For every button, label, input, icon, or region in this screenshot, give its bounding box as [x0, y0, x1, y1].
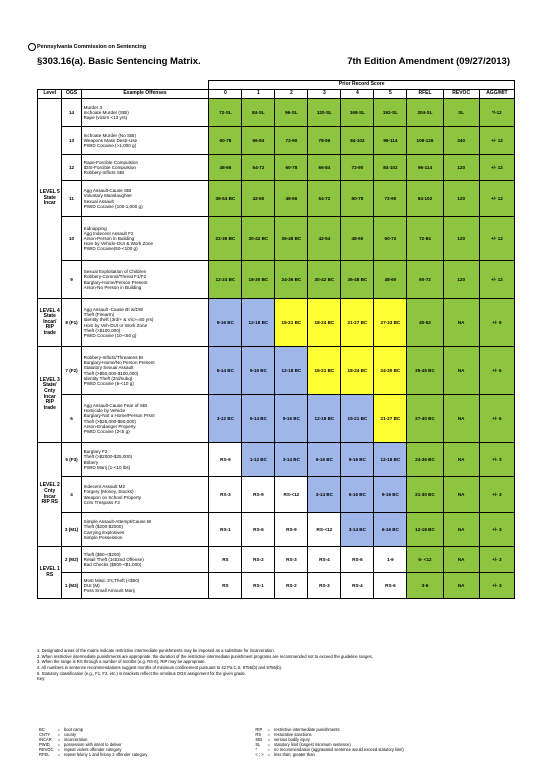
- offense-item: Arson-Endanger Property: [83, 423, 136, 429]
- offense-item: Hom by Veh-DUI or Work Zone: [83, 322, 148, 328]
- key-term: INCAR: [39, 737, 52, 742]
- sentence-range-cell: 9-16 BC: [242, 347, 275, 395]
- note-item: 1. Designated areas of the matrix indicate restrictive intermediate punishments may be imposed as a substitute for incarceration.: [37, 648, 275, 653]
- key-term: RS: [255, 732, 262, 737]
- sentence-range-cell: RS-6: [341, 547, 374, 573]
- commission-seal-icon: [28, 43, 36, 51]
- offense-list: [81, 261, 209, 299]
- sentence-range-cell: 120: [443, 155, 479, 181]
- matrix-row: [38, 347, 515, 395]
- sentence-range-cell: 120: [443, 217, 479, 261]
- sentence-range-cell: 6-14 BC: [209, 347, 242, 395]
- sentence-range-cell: 60-78: [275, 155, 308, 181]
- col-header-score: RFEL: [407, 90, 443, 99]
- sentence-range-cell: 12-18 BC: [308, 395, 341, 443]
- offense-item: Inchoate Murder (SBI): [83, 109, 129, 115]
- sentence-range-cell: 36-48 BC: [341, 261, 374, 299]
- sentence-range-cell: RS-3: [275, 547, 308, 573]
- key-title: Key:: [37, 676, 46, 682]
- col-header-score: 1: [242, 90, 275, 99]
- offense-item: Most Misd. 3's;Theft (<$50): [83, 577, 140, 583]
- ogs-cell: 10: [62, 217, 81, 261]
- matrix-row: [38, 127, 515, 155]
- sentence-range-cell: 60-78: [341, 181, 374, 217]
- offense-item: Retail Theft (1st/2nd Offense): [83, 556, 144, 562]
- agg-mit-cell: +/- 3: [479, 547, 514, 573]
- key-term: =: [57, 742, 60, 747]
- col-header-level: Level: [38, 90, 62, 99]
- agg-mit-cell: +/- 6: [479, 347, 514, 395]
- key-term: =: [267, 737, 271, 742]
- offense-item: Simple Possession: [83, 534, 123, 540]
- sentence-range-cell: 48-66: [275, 181, 308, 217]
- sentence-range-cell: 9-16 BC: [374, 477, 407, 513]
- offense-item: Bribery: [83, 459, 99, 465]
- sentence-range-cell: 96-SL: [275, 99, 308, 127]
- matrix-row: [38, 443, 515, 477]
- sentence-range-cell: 54-72: [308, 181, 341, 217]
- sentence-range-cell: 35-45 BC: [407, 347, 443, 395]
- sentence-range-cell: 192-SL: [374, 99, 407, 127]
- ogs-cell: 2 (M2): [62, 547, 81, 573]
- offense-item: Inchoate Murder (No SBI): [83, 132, 136, 138]
- key-spacer: [149, 752, 253, 757]
- sentence-range-cell: 9-16 BC: [341, 443, 374, 477]
- sentence-range-cell: 1-12 BC: [242, 443, 275, 477]
- offense-item: Identity Theft (3rd/subq): [83, 375, 133, 381]
- matrix-row: [38, 261, 515, 299]
- offense-item: Theft (>$2000-$25,000): [83, 454, 133, 460]
- sentence-range-cell: 15-21 BC: [308, 347, 341, 395]
- offense-item: PWID Cocaine (2<5 g): [83, 428, 130, 434]
- sentence-range-cell: 120-SL: [308, 99, 341, 127]
- header-blank: [38, 81, 209, 90]
- sentence-range-cell: 12-24 BC: [209, 261, 242, 299]
- offense-item: IDSI-Forcible Compulsion: [83, 164, 136, 170]
- offense-item: Crim Trespass F2: [83, 499, 120, 505]
- offense-list: [81, 99, 209, 127]
- header-row: [38, 81, 515, 90]
- agg-mit-cell: */-12: [479, 99, 514, 127]
- sentence-range-cell: RS-<12: [308, 513, 341, 547]
- sentence-range-cell: 72-90: [275, 127, 308, 155]
- sentence-range-cell: RS-<12: [275, 477, 308, 513]
- ogs-cell: 6: [62, 395, 81, 443]
- sentence-range-cell: 84-102: [407, 181, 443, 217]
- page-title: §303.16(a). Basic Sentencing Matrix.: [37, 56, 201, 67]
- offense-item: Agg Assault-Cause Fear of SBI: [83, 403, 148, 409]
- sentence-range-cell: 108-126: [407, 127, 443, 155]
- matrix-row: [38, 547, 515, 573]
- key-term: =: [267, 747, 271, 752]
- ogs-cell: 5 (F3): [62, 443, 81, 477]
- sentence-range-cell: 18-30 BC: [242, 261, 275, 299]
- offense-item: Arson-Person in Building: [83, 235, 135, 241]
- sentence-range-cell: NA: [443, 513, 479, 547]
- sentence-range-cell: 15-21 BC: [341, 395, 374, 443]
- offense-item: Murder 3: [83, 104, 103, 110]
- offense-item: Agg Assault -Cause BI w/DW: [83, 307, 144, 313]
- sentence-range-cell: RS: [209, 573, 242, 599]
- matrix-row: [38, 573, 515, 599]
- key-term: REVOC: [39, 747, 54, 752]
- sentence-range-cell: 30-42 BC: [308, 261, 341, 299]
- key-term: =: [267, 732, 271, 737]
- sentence-range-cell: 12-18 BC: [275, 347, 308, 395]
- offense-item: Burglary-Not a Home/Person Prsnt: [83, 413, 155, 419]
- sentence-range-cell: 6-16 BC: [308, 443, 341, 477]
- key-term: repeat violent offender category: [63, 747, 122, 752]
- sentence-range-cell: 24-30 BC: [374, 347, 407, 395]
- matrix-row: [38, 155, 515, 181]
- sentence-range-cell: 21-27 BC: [341, 299, 374, 347]
- offense-item: PWID Cocaine (>1,000 g): [83, 143, 137, 149]
- sentence-range-cell: 72-84: [407, 217, 443, 261]
- ogs-cell: 4: [62, 477, 81, 513]
- key-term: county: [63, 732, 77, 737]
- sentence-range-cell: 12-18 BC: [242, 299, 275, 347]
- sentence-range-cell: NA: [443, 347, 479, 395]
- sentence-range-cell: RS-6: [242, 513, 275, 547]
- agg-mit-cell: +/- 12: [479, 181, 514, 217]
- ogs-cell: 14: [62, 99, 81, 127]
- level-cell: LEVEL 1 RS: [38, 547, 62, 599]
- key-term: serious bodily injury: [274, 737, 310, 742]
- offense-item: Burglary F2: [83, 449, 108, 455]
- sentence-range-cell: 72-90: [341, 155, 374, 181]
- sentence-range-cell: RS-4: [308, 547, 341, 573]
- key-term: *: [255, 747, 258, 752]
- sentence-range-cell: 27-40 BC: [407, 395, 443, 443]
- col-header-score: AGG/MIT: [479, 90, 514, 99]
- ogs-cell: 12: [62, 155, 81, 181]
- agg-mit-cell: +/- 3: [479, 443, 514, 477]
- notes: [37, 648, 517, 682]
- offense-item: Voluntary Manslaughter: [83, 193, 132, 199]
- sentence-range-cell: 168-SL: [341, 99, 374, 127]
- offense-item: Sexual Exploitation of Children: [83, 269, 147, 275]
- sentence-range-cell: 60-72: [407, 261, 443, 299]
- col-header-ogs: OGS: [62, 90, 81, 99]
- level-cell: LEVEL 3 State/ Cnty Incar RIP trade: [38, 347, 62, 443]
- offense-item: PWID Marij (1-<10 lbs): [83, 464, 131, 470]
- sentence-range-cell: 6-16 BC: [374, 513, 407, 547]
- sentence-range-cell: 12-18 BC: [374, 443, 407, 477]
- sentence-range-cell: RS-3: [308, 573, 341, 599]
- agg-mit-cell: +/- 12: [479, 127, 514, 155]
- offense-item: PWID Cocaine(50-<100 g): [83, 246, 138, 252]
- agg-mit-cell: +/- 12: [479, 217, 514, 261]
- matrix-row: [38, 181, 515, 217]
- level-cell: LEVEL 5 State Incar: [38, 99, 62, 299]
- sentence-range-cell: 18-24 BC: [308, 299, 341, 347]
- key-term: BC: [39, 727, 45, 732]
- sentence-range-cell: 96-114: [407, 155, 443, 181]
- sentence-range-cell: 30-42 BC: [242, 217, 275, 261]
- sentence-range-cell: 21-30 BC: [407, 477, 443, 513]
- offense-item: Carrying Explosives: [83, 529, 125, 535]
- sentence-range-cell: NA: [443, 477, 479, 513]
- key-term: RFEL: [39, 752, 50, 757]
- offense-item: Identity theft (3rd/+ & Vic>=60 yrs): [83, 317, 154, 323]
- key-term: =: [57, 727, 60, 732]
- sentence-range-cell: 21-27 BC: [374, 395, 407, 443]
- sentence-range-cell: 15-21 BC: [275, 299, 308, 347]
- offense-list: [81, 477, 209, 513]
- sentence-range-cell: RS-4: [341, 573, 374, 599]
- key-term: =: [57, 752, 60, 757]
- key-term: < ; >: [255, 752, 264, 757]
- level-cell: LEVEL 2 Cnty Incar RIP RS: [38, 443, 62, 547]
- key-term: no recommendation (aggravated sentence would exceed statutory limit): [274, 747, 404, 752]
- sentence-range-cell: 6-16 BC: [341, 477, 374, 513]
- offense-item: Statutory Sexual Assault: [83, 365, 134, 371]
- key-term: =: [57, 747, 60, 752]
- offense-item: Agg Assault-Cause SBI: [83, 188, 132, 194]
- offense-item: Robbery-Inflicts/Threatens BI: [83, 355, 144, 361]
- offense-item: PWID Cocaine (10-<50 g): [83, 332, 137, 338]
- sentence-range-cell: 96-114: [374, 127, 407, 155]
- sentence-range-cell: 72-SL: [209, 99, 242, 127]
- column-header-row: [38, 90, 515, 99]
- sentence-range-cell: 120: [443, 261, 479, 299]
- col-header-offenses: Example Offenses: [81, 90, 209, 99]
- offense-item: Theft (>$50,000-$100,000): [83, 370, 139, 376]
- key-term: PWID: [39, 742, 50, 747]
- sentence-range-cell: RS-9: [209, 443, 242, 477]
- offense-list: [81, 217, 209, 261]
- offense-item: Kidnapping: [83, 225, 107, 231]
- sentence-range-cell: RS-6: [374, 573, 407, 599]
- sentence-range-cell: NA: [443, 573, 479, 599]
- key-term: SBI: [255, 737, 263, 742]
- note-item: 5. Statutory classification (e.g., F1, F2, etc.) in brackets reflect the omnibus OGS assignment for the given grade.: [37, 670, 247, 676]
- sentence-range-cell: RS-9: [242, 477, 275, 513]
- sentence-range-cell: 3-14 BC: [341, 513, 374, 547]
- col-header-score: 0: [209, 90, 242, 99]
- sentence-range-cell: 6- <12: [407, 547, 443, 573]
- sentence-range-cell: 12-18 BC: [407, 513, 443, 547]
- offense-item: Indecent Assault M2: [83, 484, 126, 490]
- sentence-range-cell: NA: [443, 443, 479, 477]
- col-header-score: 2: [275, 90, 308, 99]
- key-term: =: [267, 727, 271, 732]
- sentence-range-cell: 78-96: [308, 127, 341, 155]
- col-header-score: 5: [374, 90, 407, 99]
- offense-item: Theft ($200-$2000): [83, 524, 123, 530]
- sentence-range-cell: 48-66: [209, 155, 242, 181]
- key-term: =: [267, 742, 271, 747]
- offense-item: Theft (>$100,000): [83, 327, 121, 333]
- sentence-range-cell: RS: [209, 547, 242, 573]
- agg-mit-cell: +/- 3: [479, 477, 514, 513]
- sentence-range-cell: 42-54: [308, 217, 341, 261]
- key-term: repeat felony 1 and felony 2 offender category: [63, 752, 148, 757]
- offense-list: [81, 127, 209, 155]
- sentence-range-cell: 6-14 BC: [242, 395, 275, 443]
- sentence-range-cell: 72-90: [374, 181, 407, 217]
- note-item: 2. When restrictive intermediate punishments are appropriate, the duration of the restrictive intermediate punishment programs are recommended not to exceed the guideline ranges.: [37, 653, 373, 659]
- note-item: 3. When the range is RS through a number of months (e.g. RS-6), RIP may be appropriate.: [37, 659, 206, 665]
- sentence-range-cell: 84-102: [374, 155, 407, 181]
- agg-mit-cell: +/- 3: [479, 573, 514, 599]
- sentence-range-cell: 240: [443, 127, 479, 155]
- offense-list: [81, 299, 209, 347]
- key-term: boot camp: [63, 727, 84, 732]
- sentence-range-cell: 36-54 BC: [209, 181, 242, 217]
- offense-list: [81, 155, 209, 181]
- offense-item: Sexual Assault: [83, 198, 114, 204]
- sentencing-matrix: [37, 80, 515, 599]
- key-term: =: [57, 737, 60, 742]
- ogs-cell: 3 (M1): [62, 513, 81, 547]
- offense-item: Theft (>$25,000-$50,000): [83, 418, 136, 424]
- sentence-range-cell: 27-33 BC: [374, 299, 407, 347]
- sentence-range-cell: 36-48 BC: [275, 217, 308, 261]
- sentence-range-cell: 84-SL: [242, 99, 275, 127]
- offense-item: PWID Cocaine (100-1,000 g): [83, 203, 143, 209]
- sentence-range-cell: 22-36 BC: [209, 217, 242, 261]
- sentence-range-cell: NA: [443, 299, 479, 347]
- col-header-score: REVOC: [443, 90, 479, 99]
- sentence-range-cell: RS-2: [275, 573, 308, 599]
- sentence-range-cell: 40-52: [407, 299, 443, 347]
- offense-item: Simple Assault-Attempt/Cause BI: [83, 519, 152, 525]
- col-header-score: 3: [308, 90, 341, 99]
- sentence-range-cell: 54-72: [242, 155, 275, 181]
- key-term: CNTY: [39, 732, 51, 737]
- sentence-range-cell: 9-16 BC: [275, 395, 308, 443]
- sentence-range-cell: 84-102: [341, 127, 374, 155]
- agg-mit-cell: +/- 12: [479, 155, 514, 181]
- prior-record-header: Prior Record Score: [209, 81, 515, 90]
- sentence-range-cell: RS-9: [275, 513, 308, 547]
- offense-item: Robbery-Commit/Threat F1/F2: [83, 274, 147, 280]
- ogs-cell: 7 (F2): [62, 347, 81, 395]
- sentence-range-cell: 66-84: [242, 127, 275, 155]
- ogs-cell: 13: [62, 127, 81, 155]
- sentence-range-cell: 9-16 BC: [209, 299, 242, 347]
- sentence-range-cell: 66-84: [308, 155, 341, 181]
- key-term: restrictive intermediate punishments: [274, 727, 340, 732]
- sentence-range-cell: 48-60: [374, 261, 407, 299]
- offense-item: Theft ($50-<$200): [83, 551, 121, 557]
- col-header-score: 4: [341, 90, 374, 99]
- agg-mit-cell: +/- 3: [479, 513, 514, 547]
- sentence-range-cell: NA: [443, 547, 479, 573]
- sentence-range-cell: RS-3: [209, 477, 242, 513]
- sentence-range-cell: 120: [443, 181, 479, 217]
- offense-item: Burglary-Home/No Person Present: [83, 360, 155, 366]
- sentence-range-cell: 24-36 BC: [407, 443, 443, 477]
- ogs-cell: 11: [62, 181, 81, 217]
- offense-item: Forgery (Money, Stocks): [83, 489, 134, 495]
- offense-item: Robbery-Inflicts SBI: [83, 170, 125, 176]
- matrix-row: [38, 217, 515, 261]
- sentence-range-cell: RS-1: [242, 573, 275, 599]
- level-cell: LEVEL 4 State Incar/ RIP trade: [38, 299, 62, 347]
- sentence-range-cell: 48-60: [341, 217, 374, 261]
- sentence-range-cell: 60-72: [374, 217, 407, 261]
- offense-list: [81, 181, 209, 217]
- offense-list: [81, 547, 209, 573]
- matrix-row: [38, 477, 515, 513]
- sentence-range-cell: 18-24 BC: [341, 347, 374, 395]
- offense-item: Weapons Mass Destr-Use: [83, 137, 138, 143]
- sentence-range-cell: 3-14 BC: [308, 477, 341, 513]
- key-legend: [37, 727, 517, 757]
- key-term: possession with intent to deliver: [63, 742, 122, 747]
- offense-item: Rape (victim <13 yrs): [83, 115, 128, 121]
- key-term: less than; greater than: [274, 752, 315, 757]
- sentence-range-cell: 24-36 BC: [275, 261, 308, 299]
- offense-item: Theft (Firearm): [83, 312, 115, 318]
- sentence-range-cell: 3-14 BC: [275, 443, 308, 477]
- offense-item: DUI (M): [83, 582, 100, 588]
- sentence-range-cell: 1-9: [374, 547, 407, 573]
- offense-item: Burglary-Home/Person Present: [83, 279, 148, 285]
- ogs-cell: 9: [62, 261, 81, 299]
- offense-list: [81, 573, 209, 599]
- sentence-range-cell: SL: [443, 99, 479, 127]
- offense-list: [81, 395, 209, 443]
- offense-item: Weapon on School Property: [83, 494, 142, 500]
- key-term: statutory limit (longest minimum sentence): [274, 742, 351, 747]
- ogs-cell: 8 (F1): [62, 299, 81, 347]
- offense-list: [81, 443, 209, 477]
- sentence-range-cell: 204-SL: [407, 99, 443, 127]
- offense-item: Rape-Forcible Compulsion: [83, 159, 139, 165]
- agg-mit-cell: +/- 6: [479, 395, 514, 443]
- ogs-cell: 1 (M3): [62, 573, 81, 599]
- key-term: SL: [255, 742, 261, 747]
- key-term: restorative sanctions: [274, 732, 312, 737]
- org-name: Pennsylvania Commission on Sentencing: [37, 44, 147, 50]
- matrix-row: [38, 395, 515, 443]
- offense-item: Arson-No Person in Building: [83, 284, 142, 290]
- offense-item: Bad Checks ($500-<$1,000): [83, 562, 142, 568]
- sentence-range-cell: 60-78: [209, 127, 242, 155]
- matrix-row: [38, 299, 515, 347]
- offense-item: Poss Small Amount Marij: [83, 588, 135, 594]
- offense-item: Hom by Vehicle-DUI & Work Zone: [83, 241, 153, 247]
- sentence-range-cell: 42-60: [242, 181, 275, 217]
- key-term: =: [57, 732, 60, 737]
- agg-mit-cell: +/- 9: [479, 299, 514, 347]
- key-term: RIP: [255, 727, 263, 732]
- sentence-range-cell: 3-6: [407, 573, 443, 599]
- sentence-range-cell: 3-12 BC: [209, 395, 242, 443]
- key-term: incarceration: [63, 737, 88, 742]
- offense-list: [81, 513, 209, 547]
- key-row: [37, 752, 406, 757]
- offense-item: Homicide by Vehicle: [83, 408, 126, 414]
- offense-item: PWID Cocaine (5-<10 g): [83, 380, 134, 386]
- matrix-row: [38, 99, 515, 127]
- matrix-row: [38, 513, 515, 547]
- note-item: 4. All numbers in sentence recommendations suggest months of minimum confinement pursuant to 42 Pa.C.S. 9755(b) and 9756(b).: [37, 665, 283, 671]
- agg-mit-cell: +/- 12: [479, 261, 514, 299]
- sentence-range-cell: NA: [443, 395, 479, 443]
- edition-label: 7th Edition Amendment (09/27/2013): [347, 56, 510, 67]
- offense-list: [81, 347, 209, 395]
- sentence-range-cell: RS-1: [209, 513, 242, 547]
- offense-item: Agg Indecent Assault F2: [83, 230, 134, 236]
- sentence-range-cell: RS-2: [242, 547, 275, 573]
- key-term: =: [267, 752, 271, 757]
